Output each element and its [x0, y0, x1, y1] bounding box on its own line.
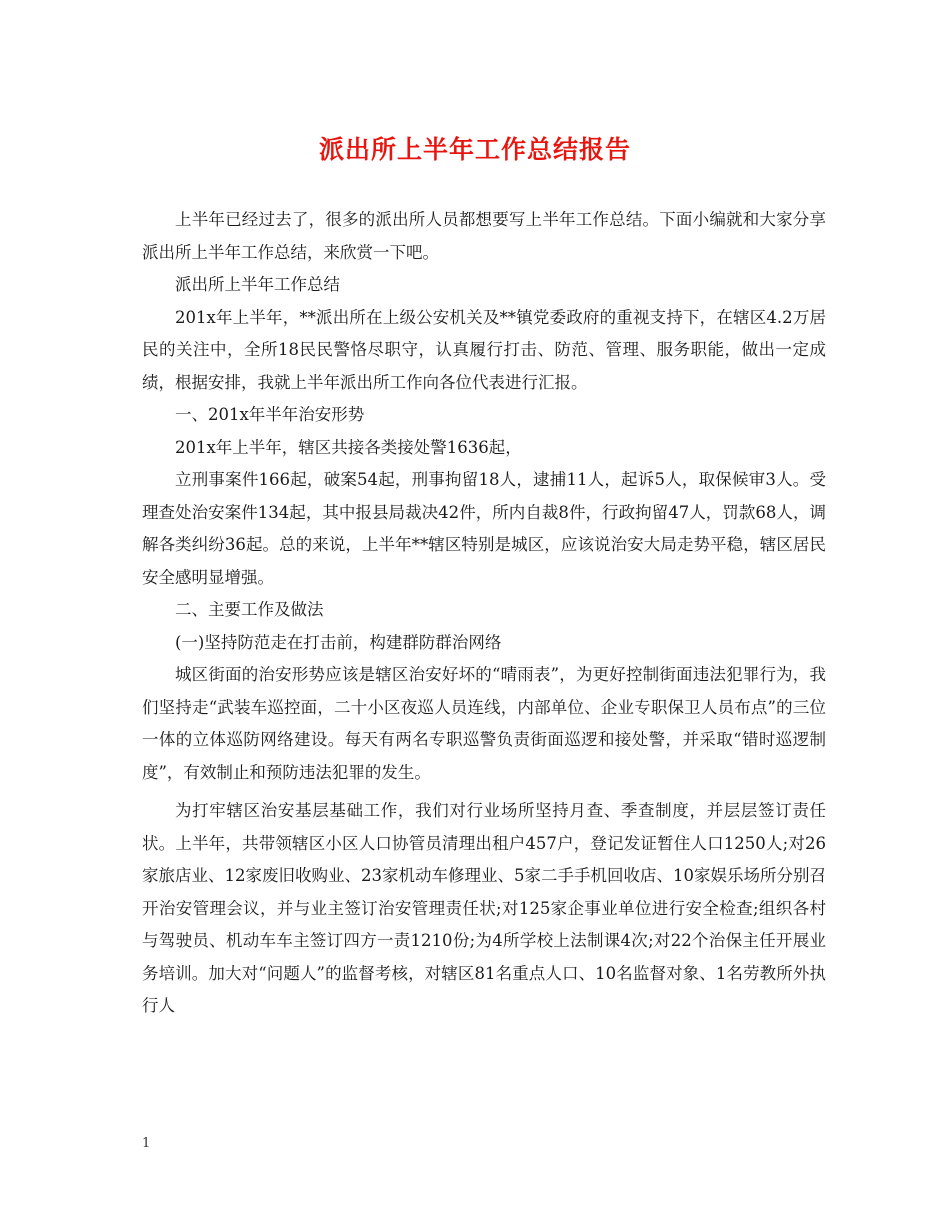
paragraph-alarms: 201x年上半年，辖区共接各类接处警1636起， [175, 437, 522, 457]
section-heading-1: 一、201x年半年治安形势 [175, 405, 365, 424]
subsection-heading-1: (一)坚持防范走在打击前，构建群防群治网络 [175, 632, 502, 652]
section-heading-2: 二、主要工作及做法 [175, 600, 324, 619]
page-number: 1 [142, 1136, 151, 1151]
document-title: 派出所上半年工作总结报告 [318, 135, 631, 164]
document-body [142, 204, 826, 1023]
paragraph-subtitle: 派出所上半年工作总结 [175, 275, 340, 294]
paragraph-grassroots: 为打牢辖区治安基层基础工作，我们对行业场所坚持月查、季查制度，并层层签订责任状。上半年，共带领辖区小区人口协管员清理出租户457户，登记发证暂住人口1250人;对26家旅店业、12家废旧收购业、23家机动车修理业、5家二手手机回收店、10家娱乐场所分别召开治安管理会议，并与业主签订治安管理责任状;对125家企事业单位进行安全检查;组织各村与驾驶员、机动车车主签订四方一责1210份;为4所学校上法制课4次;对22个治保主任开展业务培训。加大对“问题人”的监督考核，对辖区81名重点人口、10名监督对象、1名劳教所外执行人 [142, 801, 826, 1015]
paragraph-intro: 上半年已经过去了，很多的派出所人员都想要写上半年工作总结。下面小编就和大家分享派出所上半年工作总结，来欣赏一下吧。 [142, 210, 826, 262]
paragraph-patrol: 城区街面的治安形势应该是辖区治安好坏的“晴雨表”，为更好控制街面违法犯罪行为，我们坚持走“武装车巡控面，二十小区夜巡人员连线，内部单位、企业专职保卫人员布点”的三位一体的立体巡防网络建设。每天有两名专职巡警负责街面巡逻和接处警，并采取“错时巡逻制度”，有效制止和预防违法犯罪的发生。 [142, 665, 826, 782]
paragraph-overview: 201x年上半年，**派出所在上级公安机关及**镇党委政府的重视支持下，在辖区4.2万居民的关注中，全所18民民警恪尽职守，认真履行打击、防范、管理、服务职能，做出一定成绩，根据安排，我就上半年派出所工作向各位代表进行汇报。 [142, 307, 826, 392]
paragraph-cases: 立刑事案件166起，破案54起，刑事拘留18人，逮捕11人，起诉5人，取保候审3人。受理查处治安案件134起，其中报县局裁决42件，所内自裁8件，行政拘留47人，罚款68人，调解各类纠纷36起。总的来说，上半年**辖区特别是城区，应该说治安大局走势平稳，辖区居民安全感明显增强。 [142, 470, 826, 587]
